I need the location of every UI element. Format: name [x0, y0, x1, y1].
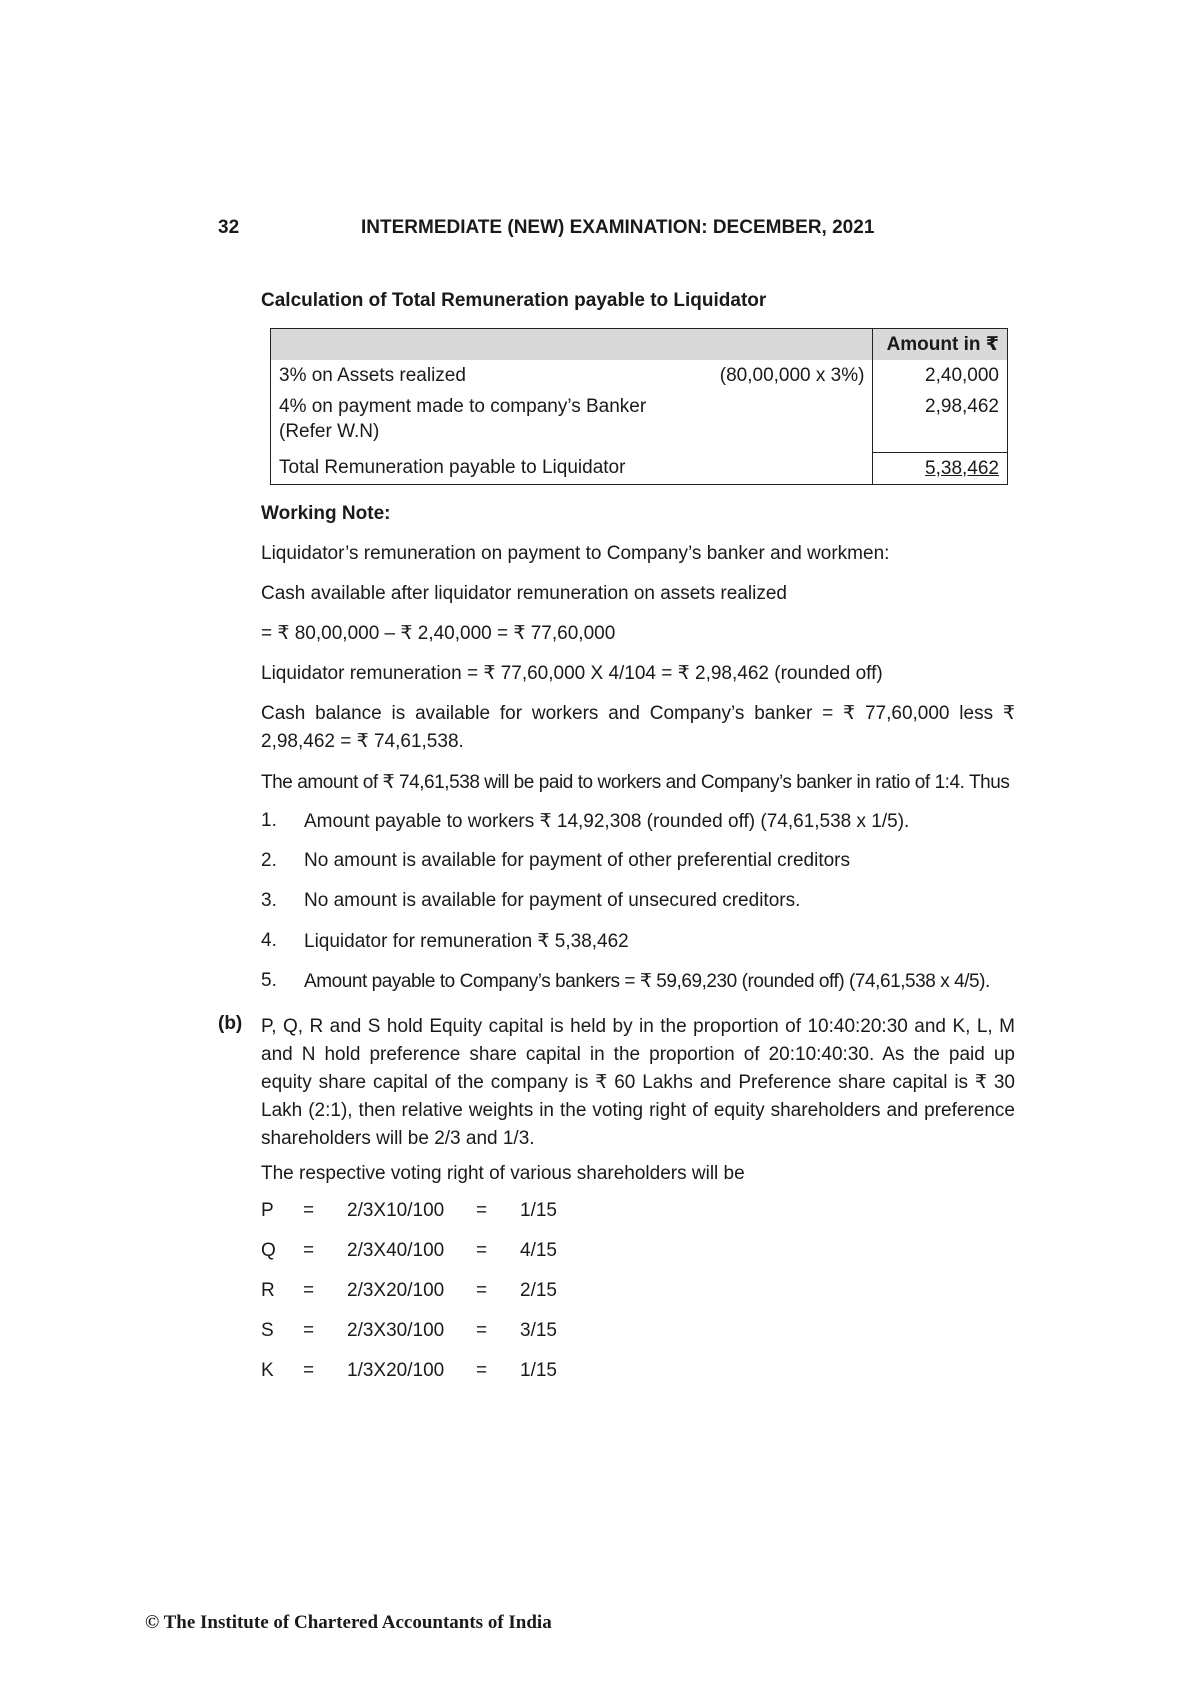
table-total-row: [271, 452, 1008, 484]
table-header-row: [271, 329, 1008, 361]
equals-sign: =: [476, 1360, 488, 1381]
page-number: 32: [218, 217, 240, 238]
row-description: 4% on payment made to company’s Banker (Refer W.N): [271, 391, 691, 452]
section-title: Calculation of Total Remuneration payable to Liquidator: [261, 290, 767, 311]
voting-result: 4/15: [520, 1240, 557, 1261]
row-amount: 2,98,462: [873, 391, 1008, 452]
equals-sign: =: [476, 1240, 488, 1261]
voting-result: 1/15: [520, 1360, 557, 1381]
voting-intro: The respective voting right of various shareholders will be: [261, 1163, 745, 1184]
equals-sign: =: [476, 1280, 488, 1301]
part-b-text: P, Q, R and S hold Equity capital is held by in the proportion of 10:40:20:30 and K, L, M and N hold preference share capital in the proportion of 20:10:40:30. As the paid up equity share capital of the company is ₹ 60 Lakhs and Preference share capital is ₹ 30 Lakh (2:1), then relative weights in the voting right of equity shareholders and preference shareholders will be 2/3 and 1/3.: [261, 1016, 1015, 1149]
shareholder-name: Q: [261, 1240, 276, 1261]
row-calculation: (80,00,000 x 3%): [719, 365, 865, 386]
working-note-line: Cash available after liquidator remuneration on assets realized: [261, 583, 787, 604]
row-description: 3% on Assets realized: [271, 360, 691, 391]
total-amount: 5,38,462: [925, 457, 999, 479]
list-item-number: 2.: [261, 850, 277, 871]
working-note-line: = ₹ 80,00,000 – ₹ 2,40,000 = ₹ 77,60,000: [261, 623, 616, 644]
amount-column-header: Amount in ₹: [873, 329, 1008, 361]
shareholder-name: R: [261, 1280, 275, 1301]
equals-sign: =: [303, 1280, 315, 1301]
part-b-label: (b): [218, 1013, 243, 1034]
voting-expression: 2/3X30/100: [347, 1320, 445, 1341]
voting-result: 3/15: [520, 1320, 557, 1341]
table-row: [271, 391, 1008, 452]
voting-result: 2/15: [520, 1280, 557, 1301]
list-item: No amount is available for payment of other preferential creditors: [304, 850, 850, 871]
list-item: Liquidator for remuneration ₹ 5,38,462: [304, 931, 629, 952]
list-item-number: 5.: [261, 970, 277, 991]
list-item: Amount payable to workers ₹ 14,92,308 (rounded off) (74,61,538 x 1/5).: [304, 811, 910, 832]
voting-expression: 2/3X10/100: [347, 1200, 445, 1221]
equals-sign: =: [303, 1240, 315, 1261]
list-item: Amount payable to Company’s bankers = ₹ 59,69,230 (rounded off) (74,61,538 x 4/5).: [304, 971, 990, 992]
voting-result: 1/15: [520, 1200, 557, 1221]
equals-sign: =: [476, 1200, 488, 1221]
list-item: No amount is available for payment of unsecured creditors.: [304, 890, 801, 911]
list-item-number: 3.: [261, 890, 277, 911]
page-header-title: INTERMEDIATE (NEW) EXAMINATION: DECEMBER, 2021: [361, 217, 875, 238]
voting-expression: 2/3X40/100: [347, 1240, 445, 1261]
copyright-footer: © The Institute of Chartered Accountants of India: [145, 1612, 552, 1633]
shareholder-name: P: [261, 1200, 274, 1221]
total-description: Total Remuneration payable to Liquidator: [271, 452, 691, 484]
equals-sign: =: [303, 1200, 315, 1221]
voting-expression: 2/3X20/100: [347, 1280, 445, 1301]
equals-sign: =: [303, 1320, 315, 1341]
table-row: [271, 360, 1008, 391]
equals-sign: =: [303, 1360, 315, 1381]
voting-expression: 1/3X20/100: [347, 1360, 445, 1381]
working-note-line: Liquidator’s remuneration on payment to Company’s banker and workmen:: [261, 543, 890, 564]
row-amount: 2,40,000: [873, 360, 1008, 391]
equals-sign: =: [476, 1320, 488, 1341]
remuneration-table: [270, 328, 1008, 485]
list-item-number: 1.: [261, 810, 277, 831]
working-note-line: The amount of ₹ 74,61,538 will be paid to workers and Company’s banker in ratio of 1:4. Thus: [261, 772, 1010, 793]
row-calculation: [691, 391, 873, 452]
shareholder-name: K: [261, 1360, 274, 1381]
working-note-line: Cash balance is available for workers and Company’s banker = ₹ 77,60,000 less ₹ 2,98,462 = ₹ 74,61,538.: [261, 703, 1015, 752]
working-note-line: Liquidator remuneration = ₹ 77,60,000 X 4/104 = ₹ 2,98,462 (rounded off): [261, 663, 883, 684]
working-note-heading: Working Note:: [261, 503, 391, 524]
list-item-number: 4.: [261, 930, 277, 951]
shareholder-name: S: [261, 1320, 274, 1341]
